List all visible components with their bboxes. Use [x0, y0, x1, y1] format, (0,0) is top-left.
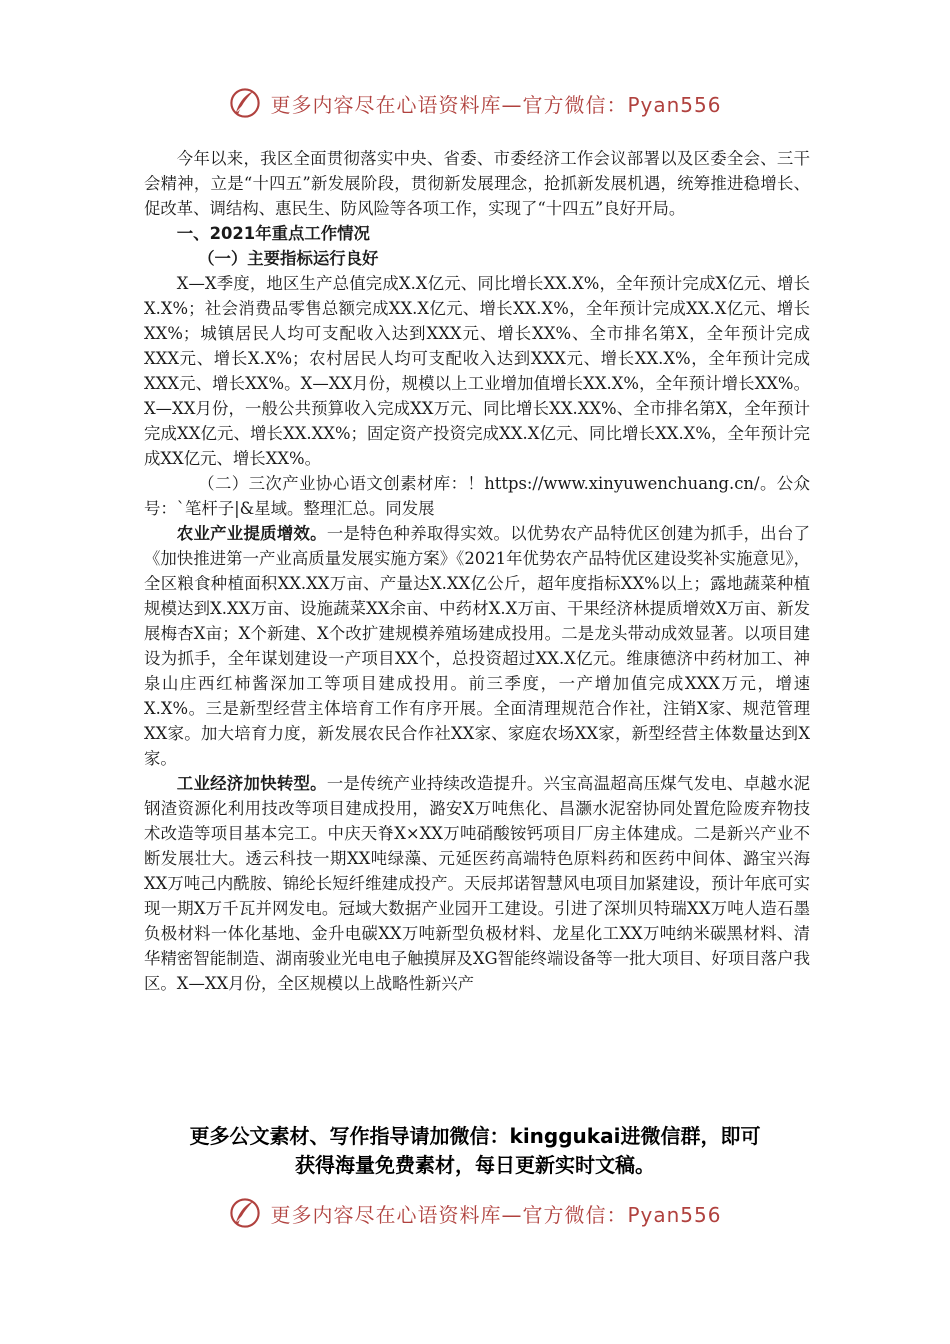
indicators-paragraph: X—X季度，地区生产总值完成X.X亿元、同比增长XX.X%，全年预计完成X亿元、增长X.X%；社会消费品零售总额完成XX.X亿元、增长XX.X%，全年预计完成XX.X亿元、增长XX%；城镇居民人均可支配收入达到XXX元、增长XX%、全市排名第X，全年预计完成XXX元、增长X.X%；农村居民人均可支配收入达到XXX元、增长XX.X%，全年预计完成XXX元、增长XX%。X—XX月份，规模以上工业增加值增长XX.X%，全年预计增长XX%。X—XX月份，一般公共预算收入完成XX万元、同比增长XX.XX%、全市排名第X，全年预计完成XX亿元、增长XX.XX%；固定资产投资完成XX.X亿元、同比增长XX.X%，全年预计完成XX亿元、增长XX%。: [144, 274, 810, 468]
document-body: [144, 146, 810, 996]
feather-pen-logo-icon: [228, 1196, 262, 1230]
intro-paragraph: 今年以来，我区全面贯彻落实中央、省委、市委经济工作会议部署以及区委全会、三干会精神，立是“十四五”新发展阶段，贯彻新发展理念，抢抓新发展机遇，统筹推进稳增长、促改革、调结构、惠民生、防风险等各项工作，实现了“十四五”良好开局。: [144, 149, 810, 218]
promo-line-1: 更多公文素材、写作指导请加微信：kinggukai进微信群，即可: [189, 1124, 761, 1148]
agriculture-paragraph: [144, 521, 810, 771]
industry-paragraph: [144, 771, 810, 996]
industry-text: 一是传统产业持续改造提升。兴宝高温超高压煤气发电、卓越水泥钢渣资源化利用技改等项目建成投用，潞安X万吨焦化、昌灏水泥窑协同处置危险废弃物技术改造等项目基本完工。中庆天脊X×XX万吨硝酸铵钙项目厂房主体建成。二是新兴产业不断发展壮大。透云科技一期XX吨绿藻、元延医药高端特色原料药和医药中间体、潞宝兴海XX万吨己内酰胺、锦纶长短纤维建成投产。天辰邦诺智慧风电项目加紧建设，预计年底可实现一期X万千瓦并网发电。冠域大数据产业园开工建设。引进了深圳贝特瑞XX万吨人造石墨负极材料一体化基地、金升电碳XX万吨新型负极材料、龙星化工XX万吨纳米碳黑材料、清华精密智能制造、湖南骏业光电电子触摸屏及XG智能终端设备等一批大项目、好项目落户我区。X—XX月份，全区规模以上战略性新兴产: [144, 774, 811, 993]
agriculture-text: 一是特色种养取得实效。以优势农产品特优区创建为抓手，出台了《加快推进第一产业高质量发展实施方案》《2021年优势农产品特优区建设奖补实施意见》，全区粮食种植面积XX.XX万亩、产量达X.XX亿公斤，超年度指标XX%以上；露地蔬菜种植规模达到X.XX万亩、设施蔬菜XX余亩、中药材X.X万亩、干果经济林提质增效X万亩、新发展梅杏X亩；X个新建、X个改扩建规模养殖场建成投用。二是龙头带动成效显著。以项目建设为抓手，全年谋划建设一产项目XX个，总投资超过XX.X亿元。维康德济中药材加工、神泉山庄西红柿酱深加工等项目建成投用。前三季度，一产增加值完成XXX万元，增速X.X%。三是新型经营主体培育工作有序开展。全面清理规范合作社，注销X家、规范管理XX家。加大培育力度，新发展农民合作社XX家、家庭农场XX家，新型经营主体数量达到X家。: [144, 524, 811, 768]
subsection-heading-1: （一）主要指标运行良好: [198, 249, 379, 268]
subsection-heading-2: （二）三次产业协心语文创素材库：！https://www.xinyuwenchuang.cn/。公众号：`笔杆子|&星域。整理汇总。同发展: [144, 474, 810, 518]
footer-banner-text: 更多内容尽在心语资料库—官方微信：Pyan556: [270, 1202, 722, 1227]
promo-line-2: 获得海量免费素材，每日更新实时文稿。: [295, 1153, 655, 1177]
section-heading: 一、2021年重点工作情况: [176, 224, 370, 243]
header-banner-text: 更多内容尽在心语资料库—官方微信：Pyan556: [270, 92, 722, 117]
feather-pen-logo-icon: [228, 86, 262, 120]
footer-banner: [0, 1196, 950, 1230]
industry-lead: 工业经济加快转型。: [176, 774, 327, 793]
header-banner: [0, 86, 950, 120]
agriculture-lead: 农业产业提质增效。: [176, 524, 327, 543]
promo-notice: [120, 1122, 830, 1180]
